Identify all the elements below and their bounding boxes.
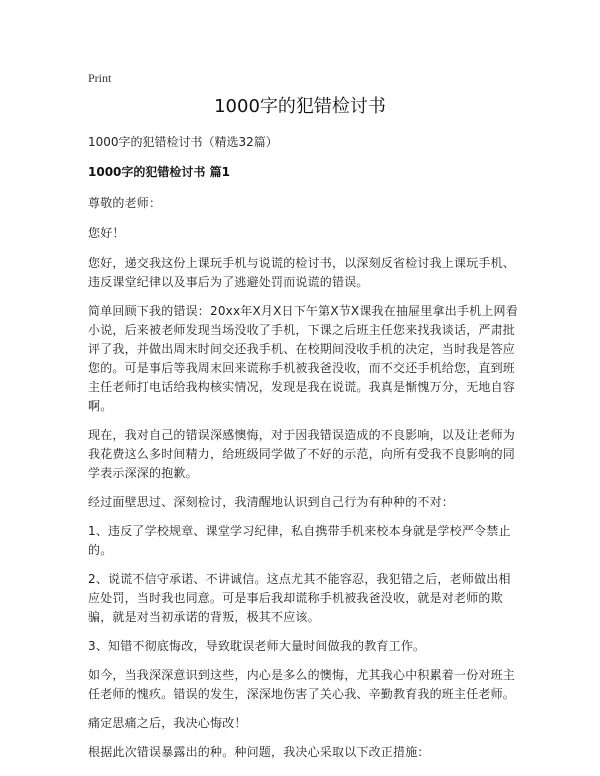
paragraph: 根据此次错误暴露出的种。种问题，我决心采取以下改正措施： bbox=[88, 745, 430, 759]
salutation: 尊敬的老师： bbox=[88, 196, 162, 210]
document-subtitle: 1000字的犯错检讨书（精选32篇） bbox=[88, 135, 278, 149]
paragraph: 1、违反了学校规章、课堂学习纪律，私自携带手机来校本身就是学校严令禁止的。 bbox=[88, 524, 511, 557]
paragraph: 如今，当我深深意识到这些，内心是多么的懊悔，尤其我心中积累着一份对班主任老师的愧疚。错误的发生，深深地伤害了关心我、辛勤教育我的班主任老师。 bbox=[88, 668, 516, 701]
paragraph: 3、知错不彻底悔改，导致耽误老师大量时间做我的教育工作。 bbox=[88, 639, 426, 653]
document-body bbox=[88, 134, 520, 772]
paragraph: 现在，我对自己的错误深感懊悔，对于因我错误造成的不良影响，以及让老师为我花费这么多时间精力，给班级同学做了不好的示范，向所有受我不良影响的同学表示深深的抱歉。 bbox=[88, 428, 516, 480]
paragraph: 您好，递交我这份上课玩手机与说谎的检讨书，以深刻反省检讨我上课玩手机、违反课堂纪律以及事后为了逃避处罚而说谎的错误。 bbox=[88, 256, 516, 289]
paragraph: 2、说谎不信守承诺、不讲诚信。这点尤其不能容忍，我犯错之后，老师做出相应处罚，当时我也同意。可是事后我却谎称手机被我爸没收，就是对老师的欺骗，就是对当初承诺的背叛，极其不应该。 bbox=[88, 572, 511, 624]
document-title: 1000字的犯错检讨书 bbox=[214, 96, 386, 117]
paragraph: 简单回顾下我的错误：20xx年X月X日下午第X节X课我在抽屉里拿出手机上网看小说，后来被老师发现当场没收了手机，下课之后班主任您来找我谈话，严肃批评了我，并做出周末时间交还我手机、在校期间没收手机的决定，当时我是答应您的。可是事后等我周末回来谎称手机被我爸没收，而不交还手机给您，直到班主任老师打电话给我构核实情况，发现是我在说谎。我真是惭愧万分，无地自容啊。 bbox=[88, 304, 518, 413]
greeting: 您好！ bbox=[88, 226, 125, 240]
paragraph: 经过面壁思过、深刻检讨，我清醒地认识到自己行为有种种的不对： bbox=[88, 495, 455, 509]
paragraph: 痛定思痛之后，我决心悔改！ bbox=[88, 716, 247, 730]
print-link[interactable]: Print bbox=[88, 71, 112, 85]
section-heading: 1000字的犯错检讨书 篇1 bbox=[88, 165, 230, 179]
